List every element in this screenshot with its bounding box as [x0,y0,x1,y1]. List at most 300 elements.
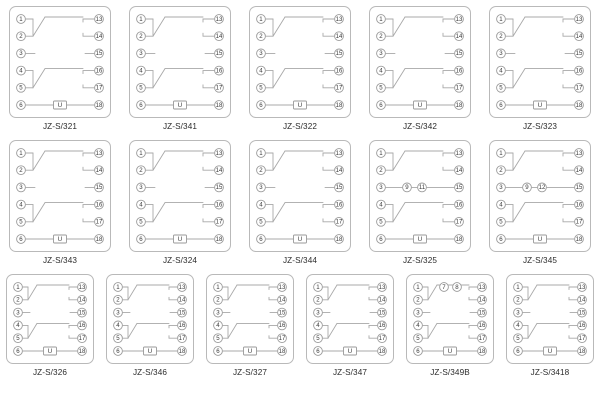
diagram-graphics [207,275,293,363]
terminal-right-13 [455,15,464,24]
terminal-right-18 [95,101,104,110]
terminal-right-13 [478,283,487,292]
terminal-left-2 [414,295,423,304]
terminal-left-1 [114,283,123,292]
diagram-cell-JZ-S-347[interactable] [300,274,400,377]
svg-text:18: 18 [455,101,463,109]
svg-text:16: 16 [455,67,463,75]
terminal-left-4 [114,321,123,330]
svg-text:3: 3 [416,309,420,317]
terminal-left-3 [114,308,123,317]
svg-text:13: 13 [178,283,186,291]
svg-text:14: 14 [335,33,343,40]
wiring-diagram [369,140,471,252]
diagram-cell-JZ-S-342[interactable] [360,6,480,131]
terminal-right-18 [575,101,584,110]
svg-text:5: 5 [19,84,23,92]
svg-text:16: 16 [215,67,223,75]
terminal-right-16 [178,321,187,330]
svg-text:1: 1 [379,15,383,23]
terminal-left-6 [14,347,23,356]
terminal-left-3 [17,49,26,58]
terminal-left-4 [14,321,23,330]
svg-text:U: U [417,235,423,243]
svg-text:14: 14 [378,296,386,304]
wiring-diagram [506,274,594,364]
svg-text:2: 2 [259,167,263,174]
svg-text:15: 15 [455,50,463,58]
svg-text:14: 14 [95,33,103,40]
diagram-graphics [250,7,350,117]
svg-text:14: 14 [478,296,486,304]
terminal-right-13 [455,149,464,158]
terminal-left-2 [377,32,386,41]
terminal-left-3 [137,183,146,192]
svg-text:1: 1 [139,15,143,23]
terminal-right-15 [578,308,587,317]
terminal-left-2 [377,166,386,175]
svg-text:13: 13 [575,149,583,157]
terminal-left-3 [17,183,26,192]
svg-text:5: 5 [499,218,503,226]
terminal-right-14 [215,166,224,175]
diagram-cell-JZ-S-321[interactable] [0,6,120,131]
terminal-left-6 [17,101,26,110]
svg-text:2: 2 [379,33,383,40]
svg-text:1: 1 [416,283,420,291]
svg-text:5: 5 [499,84,503,92]
terminal-mid-12 [538,183,547,192]
wiring-diagram [129,6,231,118]
terminal-left-2 [497,32,506,41]
svg-text:U: U [57,235,63,243]
diagram-cell-JZ-S-341[interactable] [120,6,240,131]
diagram-graphics [370,7,470,117]
svg-text:5: 5 [139,84,143,92]
svg-text:4: 4 [379,201,383,209]
svg-text:5: 5 [379,84,383,92]
svg-text:2: 2 [499,33,503,40]
svg-text:4: 4 [116,322,120,330]
svg-text:4: 4 [259,67,263,75]
svg-text:16: 16 [575,67,583,75]
svg-text:14: 14 [95,167,103,174]
terminal-right-16 [215,66,224,75]
svg-text:4: 4 [379,67,383,75]
terminal-left-6 [257,235,266,244]
diagram-caption: JZ-S/323 [522,122,558,131]
terminal-left-6 [414,347,423,356]
terminal-right-15 [335,49,344,58]
terminal-right-16 [335,66,344,75]
svg-text:U: U [547,347,553,355]
terminal-right-14 [575,32,584,41]
diagram-caption: JZ-S/324 [162,256,198,265]
diagram-cell-JZ-S-323[interactable] [480,6,600,131]
diagram-graphics [10,7,110,117]
terminal-right-18 [378,347,387,356]
svg-text:9: 9 [525,184,529,192]
terminal-right-15 [178,308,187,317]
terminal-left-1 [17,149,26,158]
terminal-mid-8 [453,283,462,292]
terminal-right-14 [178,295,187,304]
svg-text:18: 18 [95,101,103,109]
terminal-left-6 [377,101,386,110]
svg-text:3: 3 [379,50,383,58]
terminal-right-13 [278,283,287,292]
terminal-right-18 [78,347,87,356]
terminal-right-16 [278,321,287,330]
terminal-right-17 [215,217,224,226]
terminal-right-13 [575,15,584,24]
terminal-right-14 [215,32,224,41]
svg-text:17: 17 [478,335,486,342]
terminal-left-1 [257,149,266,158]
svg-text:15: 15 [78,309,86,317]
svg-text:6: 6 [19,235,23,243]
terminal-right-14 [95,166,104,175]
terminal-left-1 [17,15,26,24]
terminal-right-13 [95,15,104,24]
terminal-right-16 [215,200,224,209]
terminal-right-14 [575,166,584,175]
svg-text:17: 17 [575,84,583,92]
diagram-cell-JZ-S-343[interactable] [0,140,120,265]
terminal-left-2 [137,166,146,175]
svg-text:15: 15 [335,50,343,58]
terminal-left-6 [114,347,123,356]
terminal-right-15 [95,49,104,58]
terminal-left-5 [377,217,386,226]
terminal-left-6 [17,235,26,244]
terminal-left-4 [414,321,423,330]
svg-text:1: 1 [19,15,23,23]
terminal-left-2 [257,32,266,41]
svg-text:6: 6 [499,101,503,109]
svg-text:17: 17 [455,84,463,92]
terminal-right-14 [455,32,464,41]
svg-text:5: 5 [139,218,143,226]
svg-text:5: 5 [19,218,23,226]
svg-text:2: 2 [19,167,23,174]
svg-text:5: 5 [379,218,383,226]
svg-text:U: U [57,101,63,109]
terminal-right-15 [575,183,584,192]
svg-text:6: 6 [139,101,143,109]
svg-text:3: 3 [216,309,220,317]
terminal-left-5 [17,83,26,92]
svg-text:15: 15 [178,309,186,317]
diagram-cell-JZ-S-322[interactable] [240,6,360,131]
terminal-left-2 [137,32,146,41]
terminal-left-2 [514,295,523,304]
svg-text:15: 15 [215,50,223,58]
terminal-left-1 [497,15,506,24]
svg-text:3: 3 [16,309,20,317]
diagram-graphics [507,275,593,363]
terminal-right-16 [95,66,104,75]
terminal-left-2 [497,166,506,175]
svg-text:16: 16 [278,322,286,330]
svg-text:13: 13 [455,15,463,23]
svg-text:5: 5 [416,335,420,342]
terminal-left-4 [314,321,323,330]
terminal-right-13 [335,15,344,24]
terminal-left-2 [257,166,266,175]
svg-text:6: 6 [259,101,263,109]
svg-text:17: 17 [95,218,103,226]
svg-text:5: 5 [516,335,520,342]
wiring-diagram [6,274,94,364]
svg-text:1: 1 [16,283,20,291]
wiring-diagram [9,140,111,252]
svg-text:3: 3 [19,184,23,192]
svg-text:2: 2 [216,296,220,304]
diagram-cell-JZ-S-327[interactable] [200,274,300,377]
svg-text:17: 17 [578,335,586,342]
svg-text:13: 13 [215,149,223,157]
svg-text:18: 18 [178,347,186,355]
svg-text:17: 17 [455,218,463,226]
svg-text:13: 13 [455,149,463,157]
svg-text:1: 1 [216,283,220,291]
diagram-caption: JZ-S/347 [332,368,368,377]
terminal-left-1 [137,15,146,24]
terminal-left-5 [514,334,523,343]
svg-text:4: 4 [499,201,503,209]
terminal-right-14 [278,295,287,304]
svg-text:6: 6 [379,235,383,243]
svg-text:9: 9 [405,184,409,192]
svg-text:15: 15 [478,309,486,317]
diagram-caption: JZ-S/321 [42,122,78,131]
terminal-left-3 [414,308,423,317]
terminal-left-4 [17,200,26,209]
wiring-diagram [129,140,231,252]
terminal-right-14 [378,295,387,304]
terminal-left-1 [14,283,23,292]
diagram-caption: JZ-S/341 [162,122,198,131]
terminal-left-5 [257,217,266,226]
terminal-right-16 [455,200,464,209]
terminal-right-13 [178,283,187,292]
terminal-left-6 [214,347,223,356]
svg-text:15: 15 [575,184,583,192]
diagram-cell-JZ-S-346[interactable] [100,274,200,377]
svg-text:16: 16 [575,201,583,209]
svg-text:18: 18 [455,235,463,243]
diagram-cell-JZ-S-349B[interactable] [400,274,500,377]
svg-text:13: 13 [578,283,586,291]
svg-text:18: 18 [575,235,583,243]
terminal-left-4 [257,66,266,75]
svg-text:2: 2 [416,296,420,304]
svg-text:13: 13 [215,15,223,23]
terminal-left-6 [137,235,146,244]
svg-text:4: 4 [516,322,520,330]
terminal-left-2 [17,32,26,41]
terminal-right-18 [95,235,104,244]
svg-text:7: 7 [442,283,446,291]
terminal-left-3 [314,308,323,317]
svg-text:6: 6 [499,235,503,243]
diagram-cell-JZ-S-344[interactable] [240,140,360,265]
svg-text:17: 17 [378,335,386,342]
svg-text:U: U [247,347,253,355]
diagram-cell-JZ-S-325[interactable] [360,140,480,265]
terminal-mid-7 [440,283,449,292]
terminal-left-5 [114,334,123,343]
terminal-left-5 [137,83,146,92]
svg-text:1: 1 [499,15,503,23]
svg-text:6: 6 [379,101,383,109]
svg-text:15: 15 [215,184,223,192]
svg-text:3: 3 [259,50,263,58]
terminal-left-3 [14,308,23,317]
terminal-left-6 [514,347,523,356]
wiring-diagram [9,6,111,118]
svg-text:6: 6 [16,347,20,355]
terminal-left-2 [114,295,123,304]
terminal-right-15 [575,49,584,58]
svg-text:4: 4 [139,67,143,75]
svg-text:1: 1 [139,149,143,157]
svg-text:6: 6 [216,347,220,355]
svg-text:17: 17 [278,335,286,342]
terminal-right-16 [478,321,487,330]
svg-text:U: U [347,347,353,355]
diagram-graphics [107,275,193,363]
diagram-graphics [130,7,230,117]
svg-text:3: 3 [516,309,520,317]
diagram-caption: JZ-S/3418 [530,368,570,377]
svg-text:16: 16 [378,322,386,330]
svg-text:6: 6 [19,101,23,109]
diagram-graphics [250,141,350,251]
terminal-right-14 [95,32,104,41]
svg-text:12: 12 [538,184,546,192]
terminal-right-15 [455,183,464,192]
svg-text:18: 18 [215,235,223,243]
svg-text:5: 5 [216,335,220,342]
terminal-right-15 [215,183,224,192]
svg-text:1: 1 [259,149,263,157]
svg-text:2: 2 [19,33,23,40]
diagram-cell-JZ-S-326[interactable] [0,274,100,377]
terminal-left-1 [514,283,523,292]
terminal-right-17 [178,334,187,343]
svg-text:1: 1 [499,149,503,157]
terminal-left-3 [137,49,146,58]
svg-text:17: 17 [178,335,186,342]
svg-text:17: 17 [78,335,86,342]
svg-text:14: 14 [215,33,223,40]
svg-text:15: 15 [455,184,463,192]
svg-text:11: 11 [418,184,426,192]
terminal-left-4 [137,66,146,75]
svg-text:15: 15 [95,50,103,58]
diagram-caption: JZ-S/322 [282,122,318,131]
terminal-left-3 [497,49,506,58]
svg-text:16: 16 [335,67,343,75]
svg-text:18: 18 [95,235,103,243]
terminal-right-15 [95,183,104,192]
diagram-cell-JZ-S-3418[interactable] [500,274,600,377]
svg-text:18: 18 [78,347,86,355]
terminal-left-4 [514,321,523,330]
diagram-caption: JZ-S/326 [32,368,68,377]
terminal-left-3 [257,183,266,192]
svg-text:2: 2 [516,296,520,304]
svg-text:14: 14 [578,296,586,304]
diagram-caption: JZ-S/346 [132,368,168,377]
terminal-right-17 [335,217,344,226]
terminal-right-17 [575,83,584,92]
svg-text:U: U [47,347,53,355]
svg-text:1: 1 [516,283,520,291]
diagram-row-1 [0,6,600,131]
terminal-right-16 [578,321,587,330]
terminal-right-14 [455,166,464,175]
terminal-left-3 [377,183,386,192]
svg-text:16: 16 [455,201,463,209]
diagram-cell-JZ-S-345[interactable] [480,140,600,265]
terminal-right-16 [575,200,584,209]
terminal-left-1 [137,149,146,158]
terminal-right-16 [455,66,464,75]
svg-text:13: 13 [575,15,583,23]
terminal-right-15 [455,49,464,58]
terminal-right-14 [478,295,487,304]
svg-text:U: U [537,235,543,243]
terminal-left-6 [497,235,506,244]
terminal-right-17 [215,83,224,92]
svg-text:17: 17 [95,84,103,92]
svg-text:3: 3 [116,309,120,317]
svg-text:6: 6 [316,347,320,355]
terminal-left-6 [377,235,386,244]
terminal-right-17 [455,217,464,226]
terminal-right-16 [335,200,344,209]
svg-text:18: 18 [278,347,286,355]
svg-text:18: 18 [335,235,343,243]
diagram-row-2 [0,140,600,265]
terminal-right-17 [95,83,104,92]
diagram-cell-JZ-S-324[interactable] [120,140,240,265]
terminal-left-3 [497,183,506,192]
diagram-graphics [407,275,493,363]
svg-text:17: 17 [335,84,343,92]
svg-text:14: 14 [455,33,463,40]
svg-text:18: 18 [575,101,583,109]
svg-text:14: 14 [178,296,186,304]
terminal-right-16 [78,321,87,330]
wiring-diagram [489,6,591,118]
terminal-left-5 [214,334,223,343]
terminal-right-16 [575,66,584,75]
svg-text:3: 3 [499,184,503,192]
terminal-left-4 [257,200,266,209]
svg-text:15: 15 [575,50,583,58]
svg-text:U: U [177,101,183,109]
svg-text:15: 15 [578,309,586,317]
svg-text:5: 5 [259,84,263,92]
svg-text:3: 3 [316,309,320,317]
svg-text:2: 2 [139,167,143,174]
terminal-right-18 [215,101,224,110]
svg-text:U: U [297,235,303,243]
